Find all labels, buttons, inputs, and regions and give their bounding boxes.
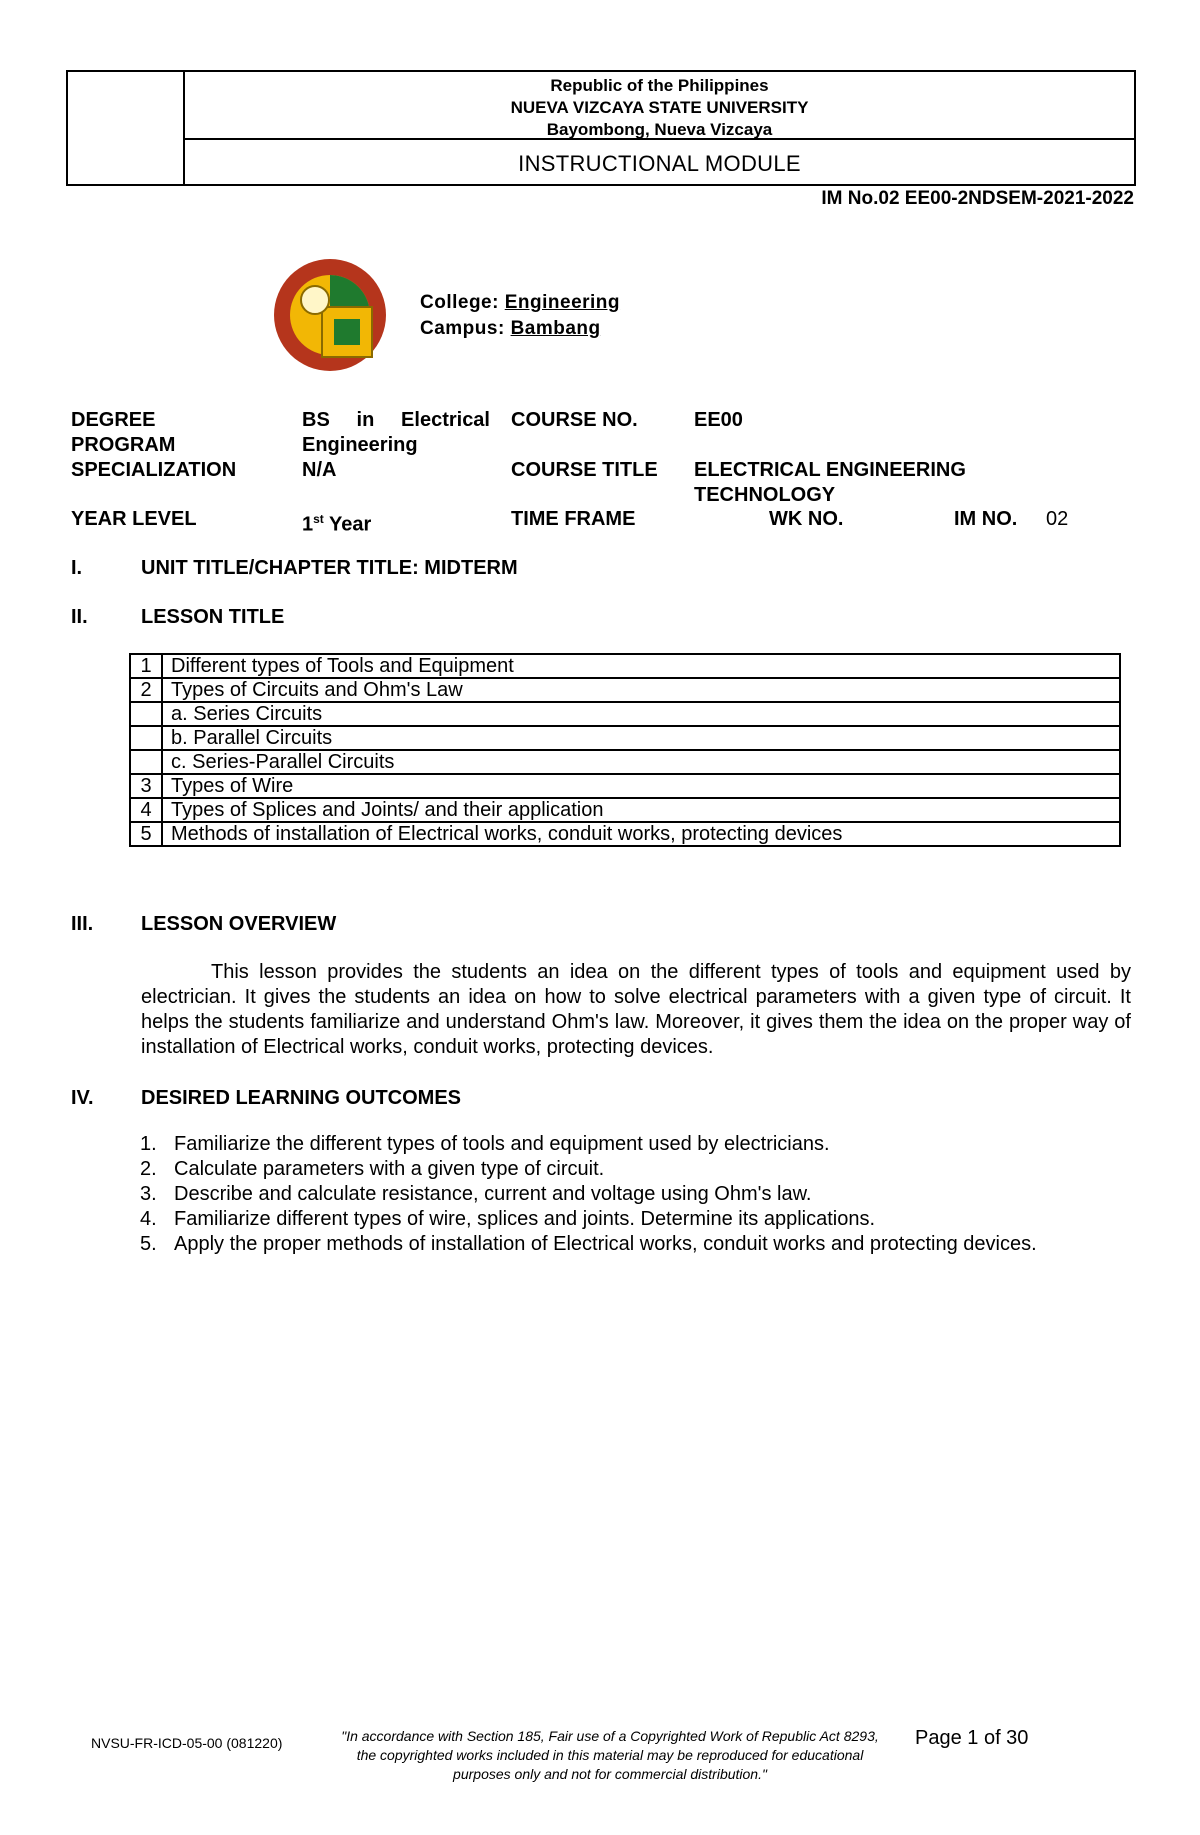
outcome-text: Calculate parameters with a given type of circuit.: [174, 1158, 605, 1180]
lesson-title: Different types of Tools and Equipment: [162, 654, 1120, 678]
university-header: [185, 72, 1134, 140]
campus-label: Campus:: [420, 318, 505, 339]
lesson-number: 2: [130, 678, 162, 702]
lesson-title-table: [129, 653, 1121, 847]
im-no-value: 02: [1046, 508, 1069, 530]
section-2-title: LESSON TITLE: [141, 606, 285, 628]
lesson-title: a. Series Circuits: [162, 702, 1120, 726]
lesson-number: 1: [130, 654, 162, 678]
outcome-number: 3.: [140, 1183, 157, 1205]
course-title-value: ELECTRICAL ENGINEERING TECHNOLOGY: [694, 459, 966, 506]
lesson-title: c. Series-Parallel Circuits: [162, 750, 1120, 774]
list-item: [140, 1132, 1140, 1157]
header-box: [66, 70, 1136, 186]
outcome-text: Familiarize the different types of tools and equipment used by electricians.: [174, 1133, 830, 1155]
table-row: [130, 702, 1120, 726]
section-1-number: I.: [71, 557, 83, 579]
lesson-overview-paragraph: [141, 960, 1131, 1060]
course-no-label: COURSE NO.: [511, 409, 638, 431]
table-row: [130, 798, 1120, 822]
degree-program-label: DEGREE PROGRAM: [71, 409, 176, 456]
lesson-number: [130, 702, 162, 726]
year-level-label: YEAR LEVEL: [71, 508, 197, 530]
page-number: Page 1 of 30: [915, 1727, 1029, 1749]
college-field: [420, 292, 620, 314]
campus-field: [420, 318, 601, 340]
lesson-title: Types of Wire: [162, 774, 1120, 798]
year-level-number: 1: [302, 513, 314, 536]
table-row: [130, 774, 1120, 798]
year-level-suffix: st: [313, 512, 324, 526]
lesson-title: b. Parallel Circuits: [162, 726, 1120, 750]
lesson-number: [130, 750, 162, 774]
im-no-label: IM NO.: [954, 508, 1018, 530]
lesson-number: [130, 726, 162, 750]
outcome-number: 1.: [140, 1133, 157, 1155]
section-1-title: UNIT TITLE/CHAPTER TITLE: MIDTERM: [141, 557, 518, 579]
specialization-label: SPECIALIZATION: [71, 459, 237, 481]
outcome-number: 4.: [140, 1208, 157, 1230]
list-item: [140, 1157, 1140, 1182]
college-label: College:: [420, 292, 499, 313]
learning-outcomes-list: [140, 1132, 1140, 1257]
lesson-number: 5: [130, 822, 162, 846]
copyright-note: "In accordance with Section 185, Fair use of a Copyrighted Work of Republic Act 8293, the copyrighted works included in this material may be reproduced for educational purposes only and not for commercial distribution.": [341, 1728, 879, 1782]
section-4-title: DESIRED LEARNING OUTCOMES: [141, 1087, 462, 1109]
outcome-text: Familiarize different types of wire, splices and joints. Determine its applications.: [174, 1208, 876, 1230]
outcome-text: Describe and calculate resistance, current and voltage using Ohm's law.: [174, 1183, 812, 1205]
degree-program-value: BS in Electrical Engineering: [302, 409, 490, 456]
table-row: [130, 678, 1120, 702]
im-number: IM No.02 EE00-2NDSEM-2021-2022: [821, 188, 1134, 209]
course-no-value: EE00: [694, 409, 743, 431]
section-3-number: III.: [71, 913, 94, 935]
lesson-title: Types of Circuits and Ohm's Law: [162, 678, 1120, 702]
outcome-text: Apply the proper methods of installation of Electrical works, conduit works and protecting devices.: [174, 1233, 1037, 1255]
list-item: [140, 1182, 1140, 1207]
specialization-value: N/A: [302, 459, 337, 481]
lesson-number: 3: [130, 774, 162, 798]
form-code: NVSU-FR-ICD-05-00 (081220): [91, 1735, 283, 1751]
list-item: [140, 1207, 1140, 1232]
lesson-title: Methods of installation of Electrical works, conduit works, protecting devices: [162, 822, 1120, 846]
table-row: [130, 822, 1120, 846]
section-3-title: LESSON OVERVIEW: [141, 913, 337, 935]
year-level-value: [302, 507, 371, 538]
campus-value: Bambang: [510, 318, 601, 339]
module-title: INSTRUCTIONAL MODULE: [518, 151, 801, 176]
table-row: [130, 750, 1120, 774]
lesson-number: 4: [130, 798, 162, 822]
section-4-number: IV.: [71, 1087, 94, 1109]
header-line-location: Bayombong, Nueva Vizcaya: [546, 120, 773, 139]
table-row: [130, 726, 1120, 750]
college-of-engineering-seal-icon: [270, 255, 390, 375]
table-row: [130, 654, 1120, 678]
lesson-title: Types of Splices and Joints/ and their application: [162, 798, 1120, 822]
lesson-overview-text: This lesson provides the students an idea on the different types of tools and equipment used by electrician. It gives the students an idea on how to solve electrical parameters with a given type of circuit. It helps the students familiarize and understand Ohm's law. Moreover, it gives them the idea on the proper way of installation of Electrical works, conduit works, protecting devices.: [141, 961, 1131, 1058]
outcome-number: 5.: [140, 1233, 157, 1255]
college-value: Engineering: [504, 292, 621, 313]
time-frame-label: TIME FRAME: [511, 508, 636, 530]
year-level-text: Year: [323, 513, 372, 536]
list-item: [140, 1232, 1140, 1257]
wk-no-label: WK NO.: [769, 508, 844, 530]
section-2-number: II.: [71, 606, 88, 628]
header-line-university: NUEVA VIZCAYA STATE UNIVERSITY: [510, 98, 809, 117]
header-logo-cell: [68, 72, 185, 184]
outcome-number: 2.: [140, 1158, 157, 1180]
course-title-label: COURSE TITLE: [511, 459, 658, 481]
header-line-republic: Republic of the Philippines: [550, 76, 769, 95]
